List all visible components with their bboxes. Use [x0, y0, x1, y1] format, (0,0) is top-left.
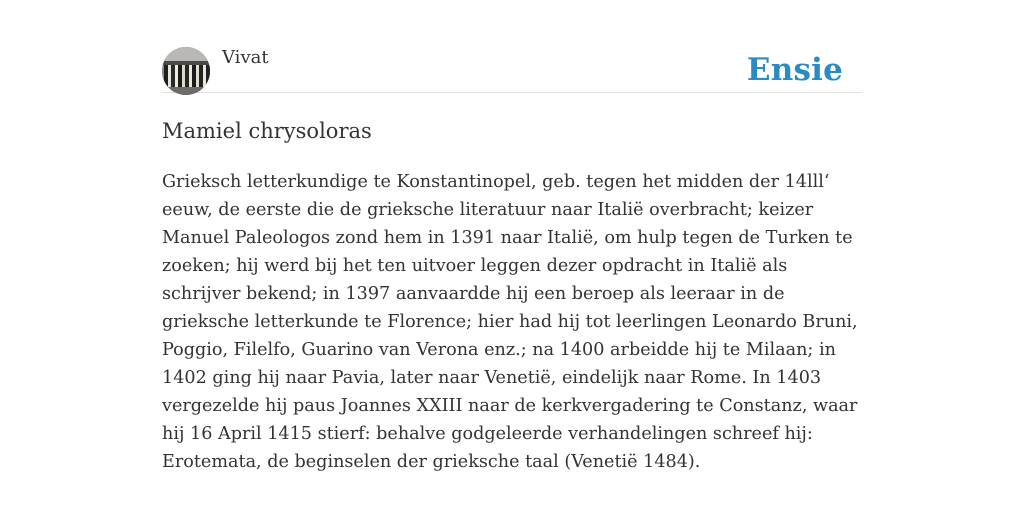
page-title: Mamiel chrysoloras	[162, 119, 372, 143]
book-spines-avatar-icon[interactable]	[162, 47, 210, 95]
header	[162, 46, 862, 93]
source-name[interactable]: Vivat	[222, 47, 269, 68]
article-body: Grieksch letterkundige te Konstantinopel, geb. tegen het midden der 14lll‘ eeuw, de eerste die de grieksche literatuur naar Italië overbracht; keizer Manuel Paleologos zond hem in 1391 naar Italië, om hulp tegen de Turken te zoeken; hij werd bij het ten uitvoer leggen dezer opdracht in Italië als schrijver bekend; in 1397 aanvaardde hij een beroep als leeraar in de grieksche letterkunde te Florence; hier had hij tot leerlingen Leonardo Bruni, Poggio, Filelfo, Guarino van Verona enz.; na 1400 arbeidde hij te Milaan; in 1402 ging hij naar Pavia, later naar Venetië, eindelijk naar Rome. In 1403 vergezelde hij paus Joannes XXIII naar de kerkvergadering te Constanz, waar hij 16 April 1415 stierf: behalve godgeleerde verhandelingen schreef hij: Erotemata, de beginselen der grieksche taal (Venetië 1484).	[162, 172, 858, 472]
brand-logo[interactable]: Ensie	[746, 52, 843, 88]
